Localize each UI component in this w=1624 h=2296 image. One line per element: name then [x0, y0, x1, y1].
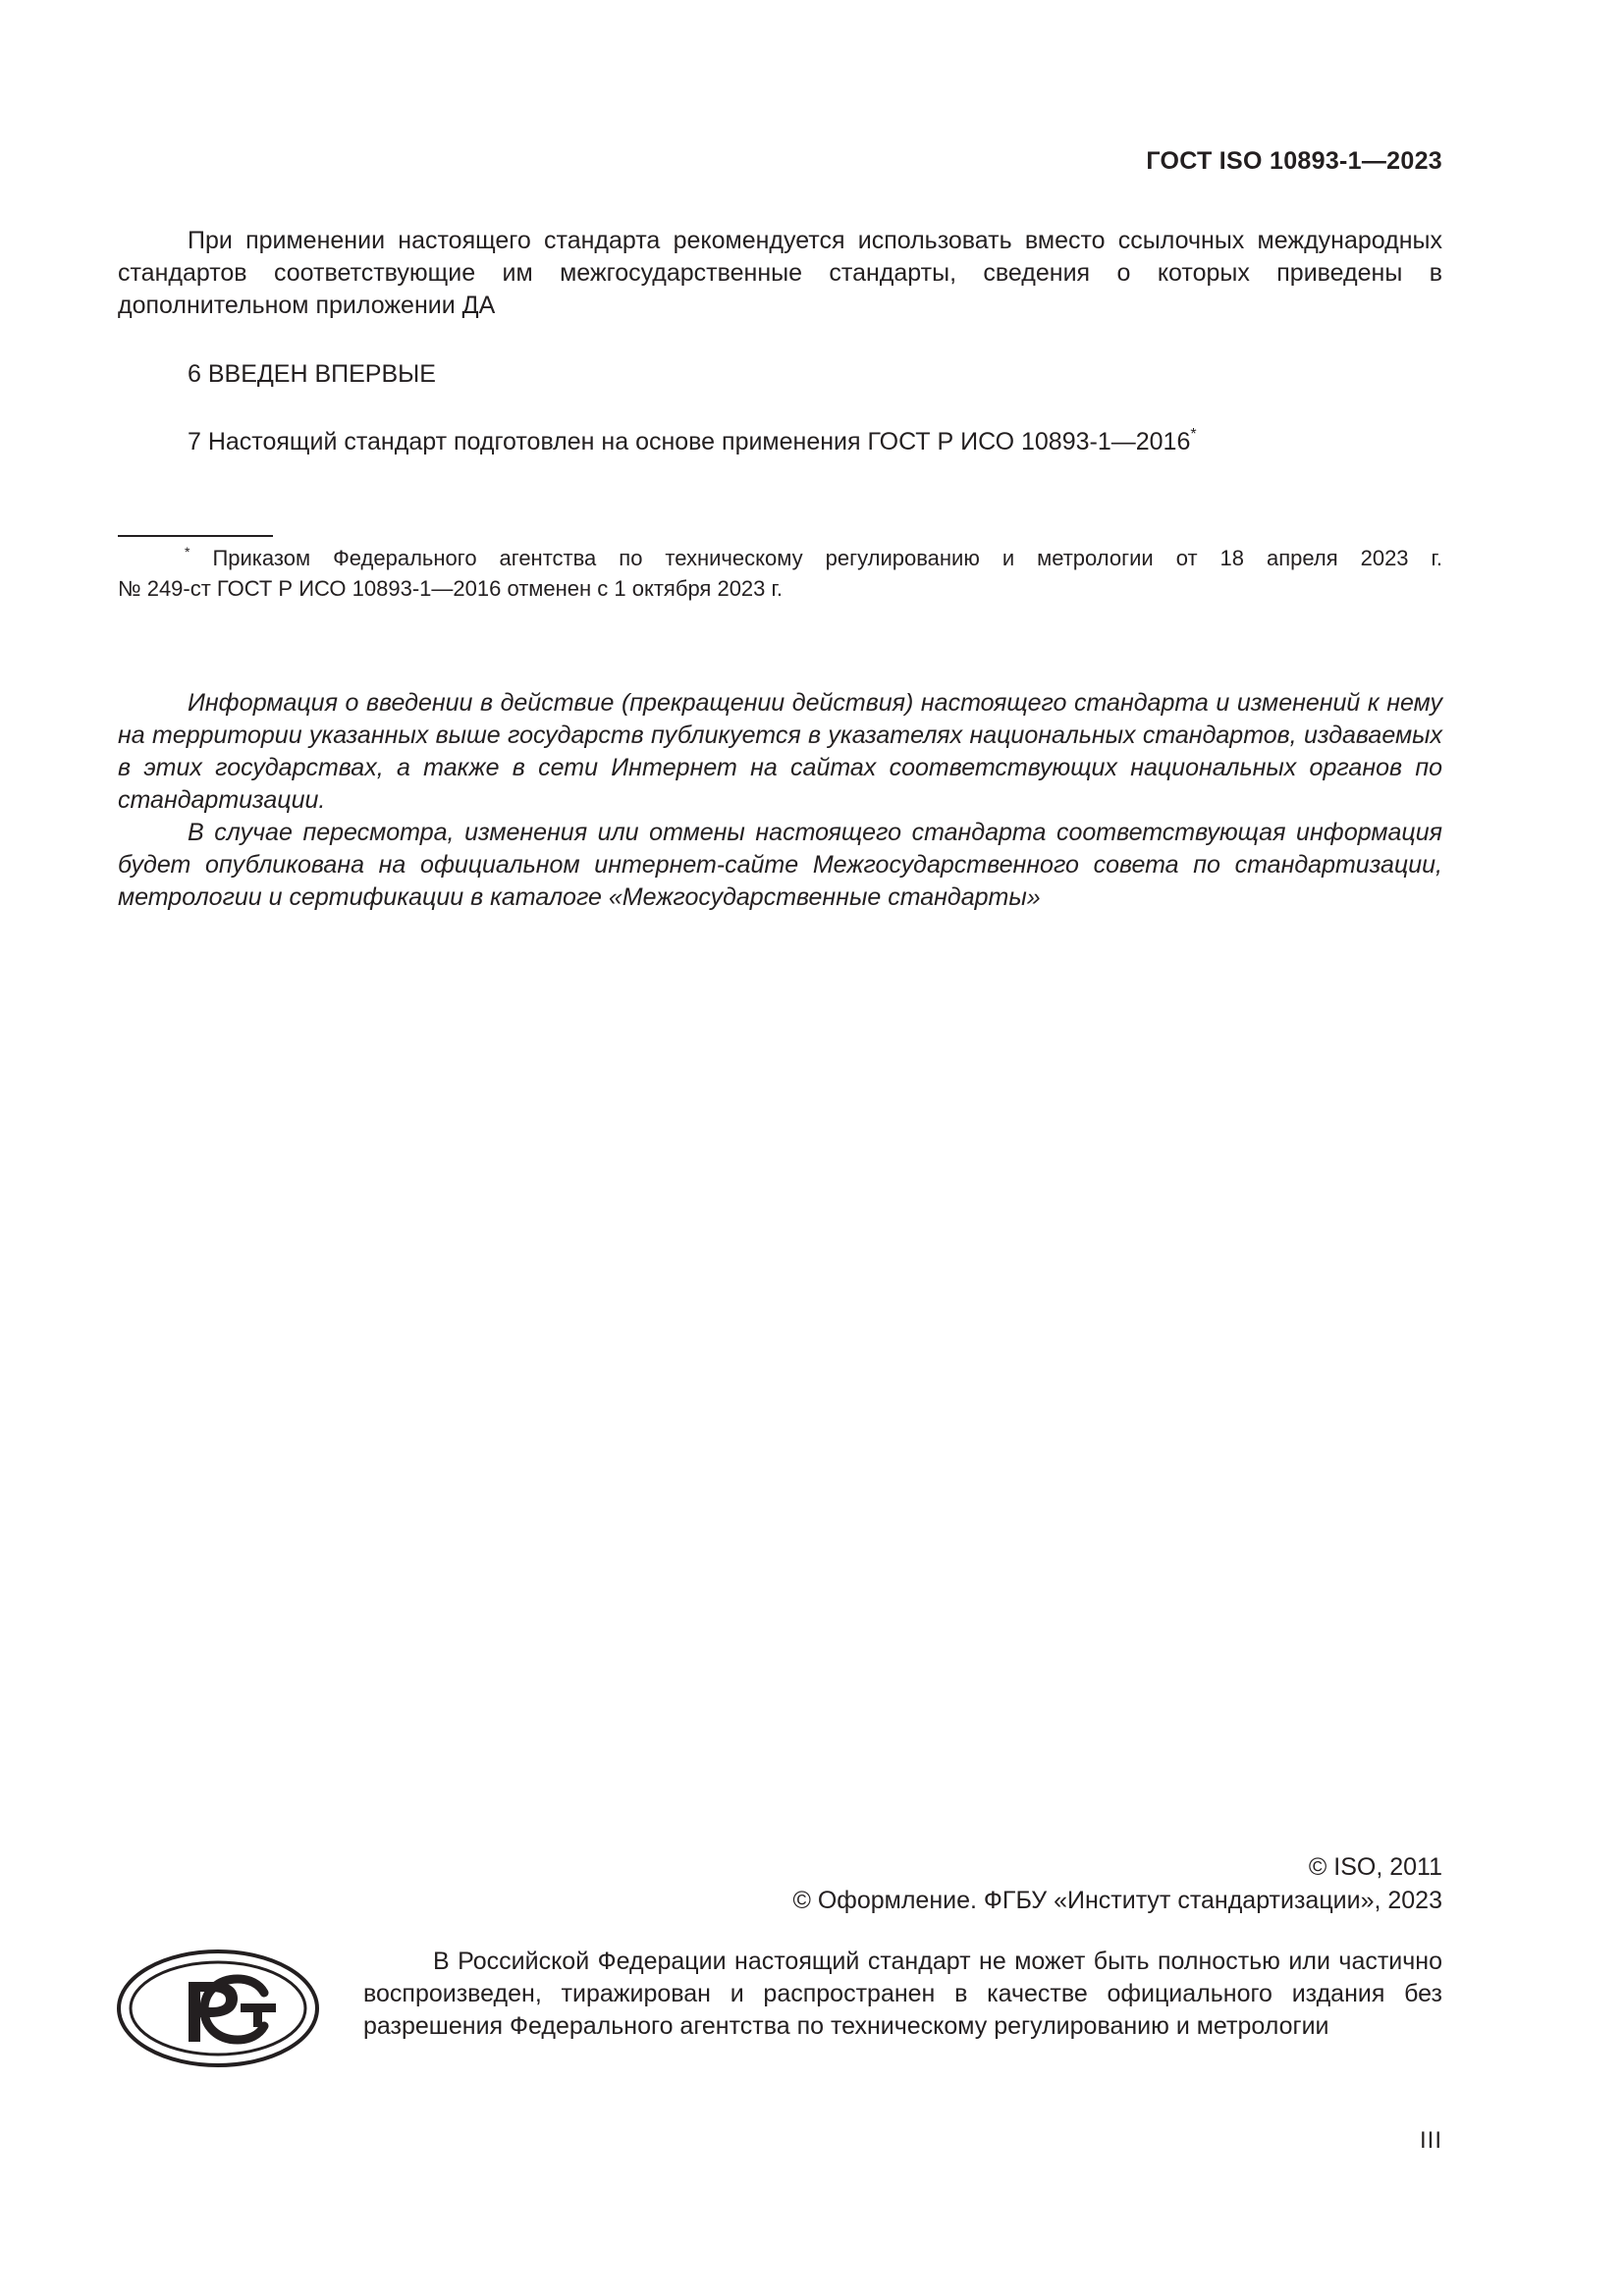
item-7-paragraph: [118, 426, 1442, 458]
rst-certification-mark-icon: [116, 1949, 320, 2068]
footnote-reference-marker: *: [1190, 426, 1197, 443]
footnote-line-2: № 249-ст ГОСТ Р ИСО 10893-1—2016 отменен с 1 октября 2023 г.: [118, 576, 783, 601]
info-paragraph-2: В случае пересмотра, изменения или отмены настоящего стандарта соответствующая информация будет опубликована на официальном интернет-сайте Межгосударственного совета по стандартизации, метрологии и сертификации в каталоге «Межгосударственные стандарты»: [118, 819, 1442, 911]
footnote-line-1: [118, 543, 1442, 573]
standard-code-header: ГОСТ ISO 10893-1—2023: [1146, 147, 1442, 175]
item-6-section: [118, 358, 1442, 391]
footnote-line-1-text: Приказом Федерального агентства по техническому регулированию и метрологии от 18 апреля 2023 г.: [212, 546, 1442, 570]
copyright-block: [792, 1850, 1442, 1917]
page-number: III: [1419, 2127, 1442, 2154]
info-paragraph-1: Информация о введении в действие (прекращении действия) настоящего стандарта и изменений к нему на территории указанных выше государств публикуется в указателях национальных стандартов, издаваемых в этих государствах, а также в сети Интернет на сайтах соответствующих национальных органов по стандартизации.: [118, 689, 1442, 814]
info-section: [118, 687, 1442, 914]
footnote-divider: [118, 535, 273, 537]
intro-paragraph: При применении настоящего стандарта рекомендуется использовать вместо ссылочных международных стандартов соответствующие им межгосударственные стандарты, сведения о которых приведены в дополнительном приложении ДА: [118, 227, 1442, 319]
intro-section: [118, 225, 1442, 322]
item-7-text: 7 Настоящий стандарт подготовлен на основе применения ГОСТ Р ИСО 10893-1—2016: [188, 428, 1191, 455]
rights-notice: В Российской Федерации настоящий стандарт не может быть полностью или частично воспроизведен, тиражирован и распространен в качестве официального издания без разрешения Федерального агентства по техническому регулированию и метрологии: [363, 1948, 1442, 2040]
footnote: [118, 543, 1442, 604]
copyright-design: © Оформление. ФГБУ «Институт стандартизации», 2023: [792, 1887, 1442, 1914]
rst-logo-svg: [116, 1949, 320, 2068]
item-6-text: 6 ВВЕДЕН ВПЕРВЫЕ: [188, 360, 436, 388]
copyright-iso: © ISO, 2011: [1308, 1853, 1442, 1881]
footnote-marker: *: [185, 544, 190, 560]
rights-notice-block: [363, 1946, 1442, 2043]
item-7-section: [118, 426, 1442, 458]
